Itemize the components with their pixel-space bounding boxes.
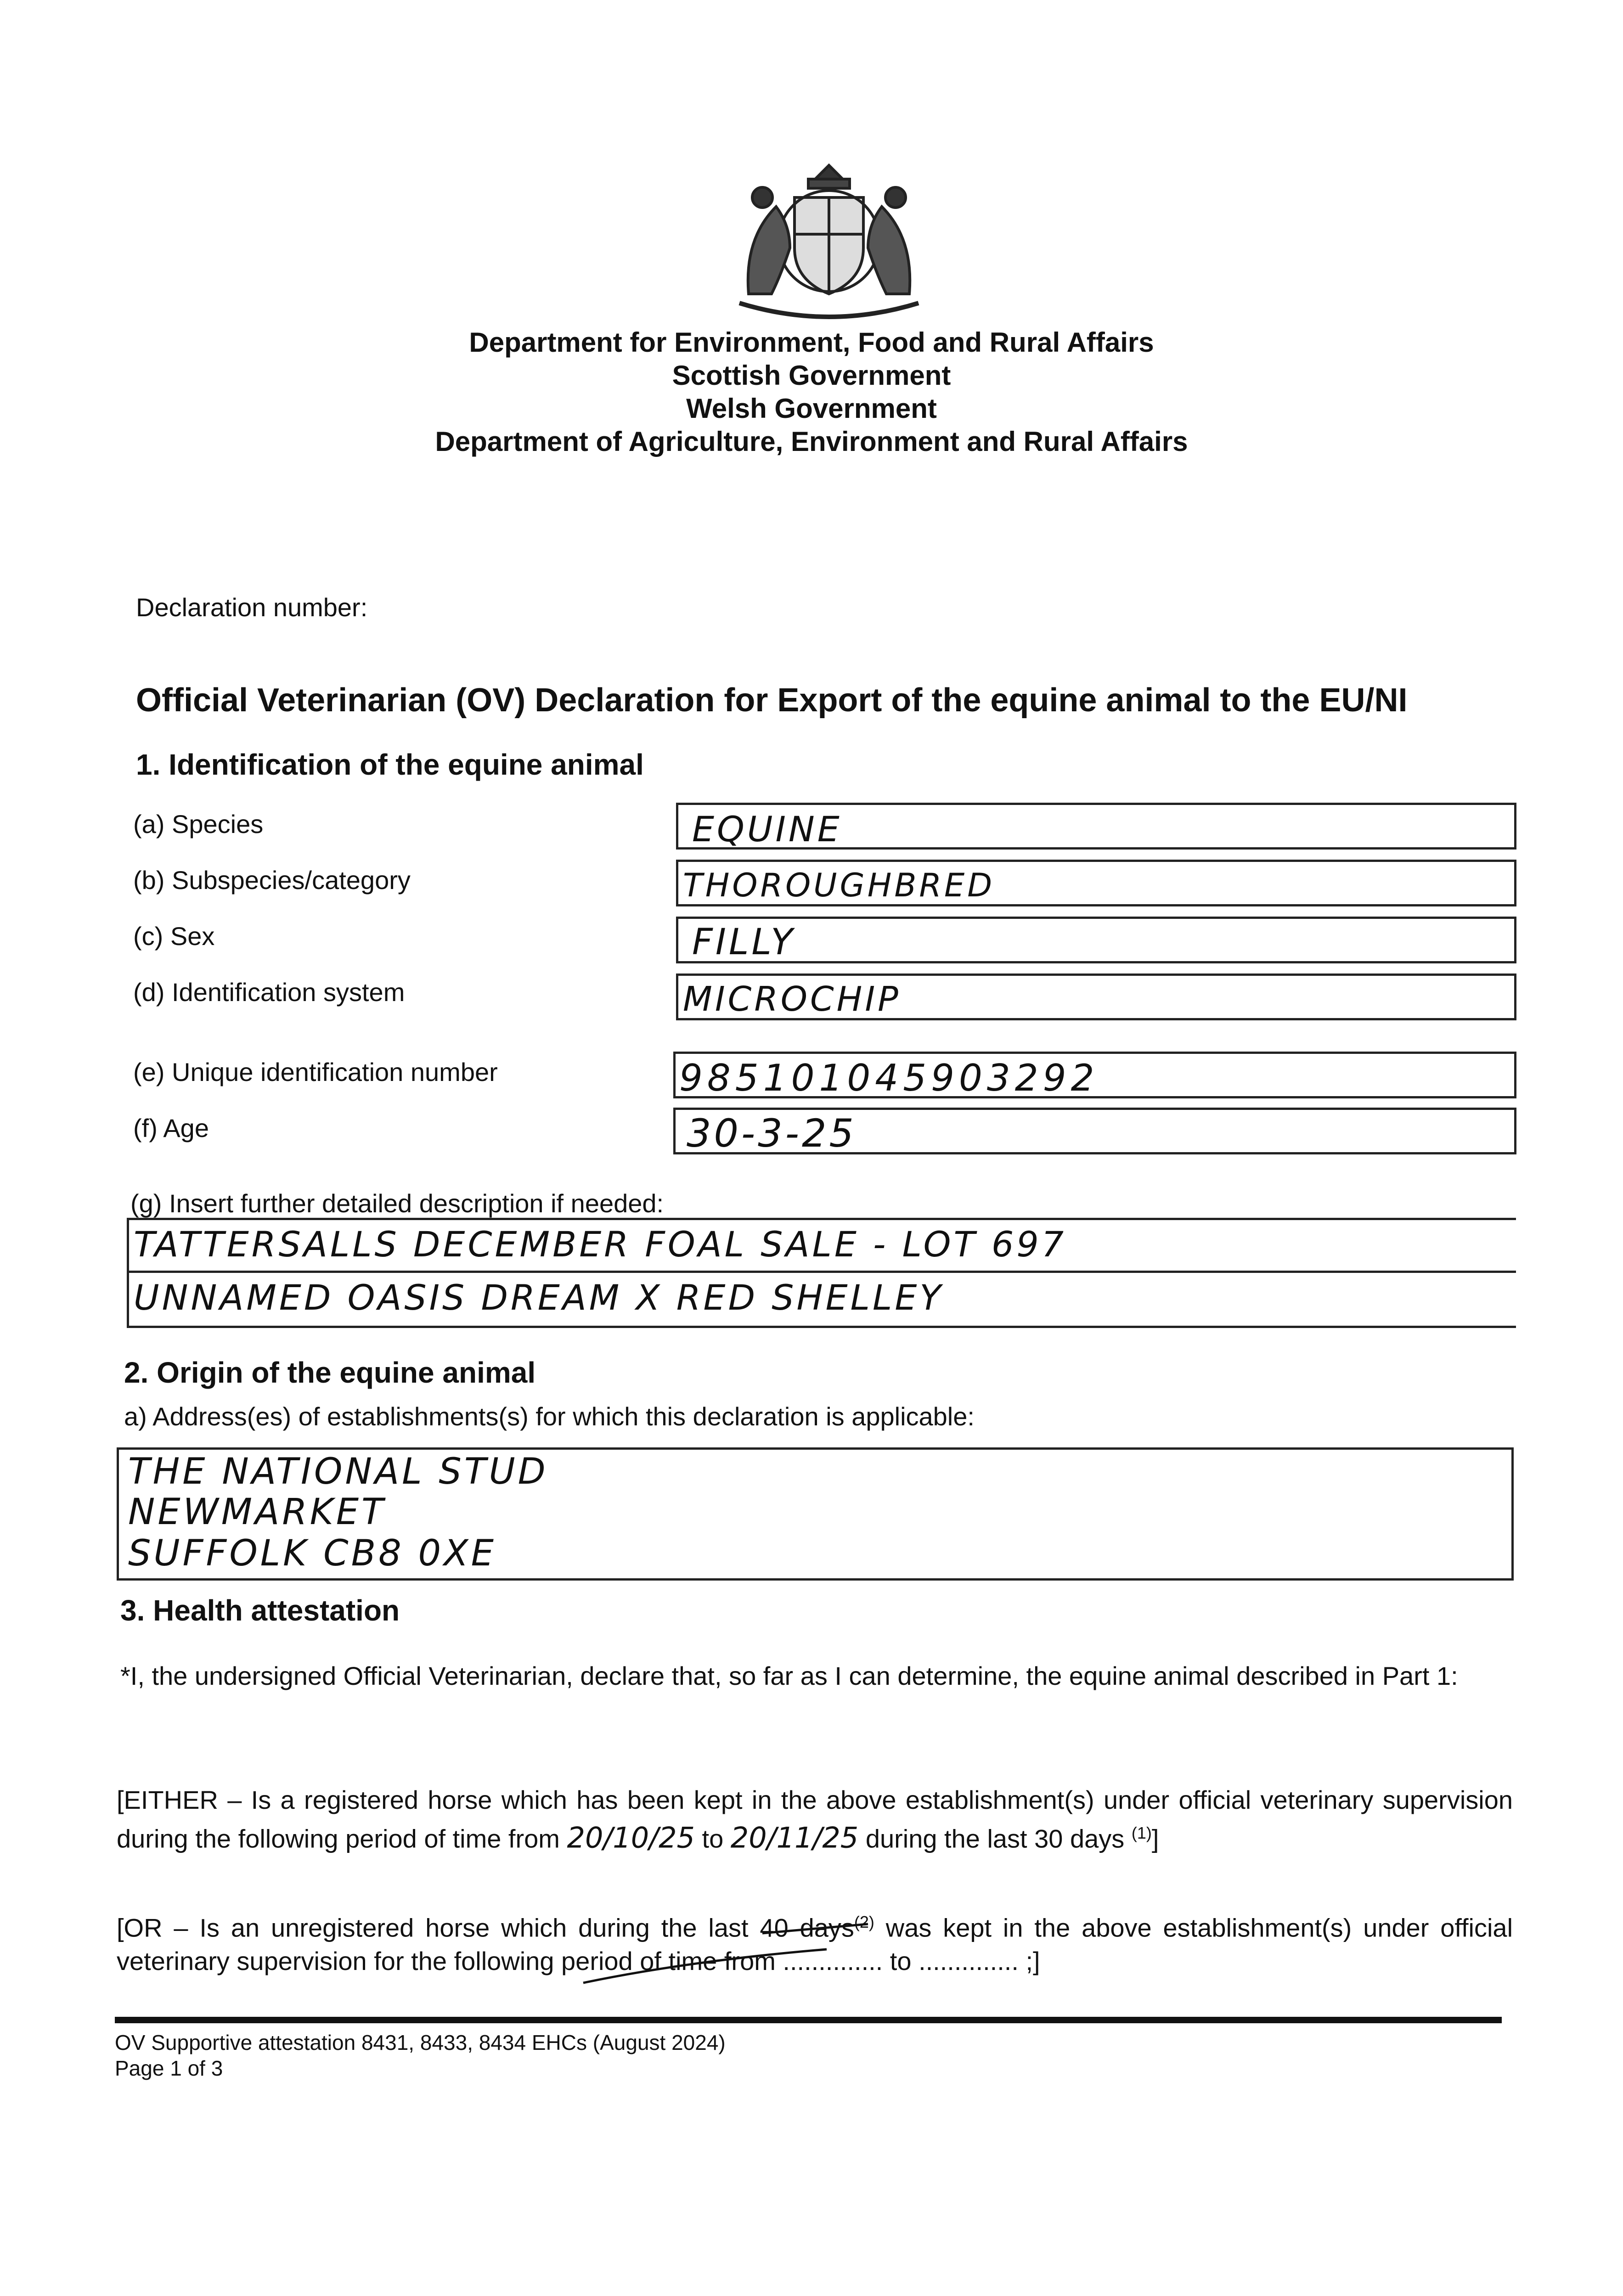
field-divider [129,1271,1516,1273]
field-label-identification-system: (d) Identification system [133,978,405,1007]
species-field[interactable] [676,803,1516,850]
section-heading: 3. Health attestation [120,1594,400,1627]
page-title: Official Veterinarian (OV) Declaration for Export of the equine animal to the EU/NI [136,682,1408,719]
field-label-subspecies: (b) Subspecies/category [133,866,411,895]
age-field[interactable] [673,1108,1516,1154]
address-line: SUFFOLK CB8 0XE [128,1533,496,1574]
sex-field[interactable] [676,917,1516,963]
health-attestation-intro: *I, the undersigned Official Veterinarian, declare that, so far as I can determine, the equine animal described in Part 1: [120,1661,1458,1690]
field-label-sex: (c) Sex [133,922,215,951]
address-line: NEWMARKET [128,1491,386,1533]
department-name: Department for Environment, Food and Rural Affairs [469,327,1154,358]
further-description-label: (g) Insert further detailed description if needed: [130,1189,664,1218]
species-value: EQUINE [692,809,842,850]
either-text: [EITHER – Is a registered horse which has been kept in the above establishment(s) under official veterinary supervision during the following period of time from [117,1785,1513,1853]
either-from-date: 20/10/25 [567,1821,695,1855]
either-to-word: to [702,1824,724,1853]
further-description-line: TATTERSALLS DECEMBER FOAL SALE - LOT 697 [134,1224,1067,1265]
department-name: Department of Agriculture, Environment and Rural Affairs [435,426,1188,457]
field-label-age: (f) Age [133,1114,209,1142]
subspecies-field[interactable] [676,860,1516,906]
royal-coat-of-arms-crest [730,156,928,321]
further-description-field[interactable] [127,1218,1516,1328]
further-description-line: UNNAMED OASIS DREAM X RED SHELLEY [134,1277,944,1318]
department-name: Scottish Government [672,360,951,391]
footnote-marker: (2) [854,1913,874,1931]
or-text: [OR – Is an unregistered horse which during the last 40 days [117,1913,854,1942]
age-value: 30-3-25 [687,1111,857,1156]
footer-form-reference: OV Supportive attestation 8431, 8433, 8434 EHCs (August 2024) [115,2031,726,2054]
either-clause [117,1784,1513,1856]
unique-id-field[interactable] [673,1052,1516,1098]
identification-system-field[interactable] [676,974,1516,1020]
field-label-species: (a) Species [133,810,264,838]
either-to-date: 20/11/25 [730,1821,859,1855]
declaration-number-label: Declaration number: [136,593,368,622]
footnote-marker: (1) [1131,1823,1152,1842]
section-subheading: a) Address(es) of establishments(s) for which this declaration is applicable: [124,1402,975,1431]
or-text-end: was kept in the above establishment(s) under official veterinary supervision for the following period of time from .............. to .............. ;] [117,1913,1513,1975]
identification-system-value: MICROCHIP [683,979,901,1019]
department-name: Welsh Government [686,393,937,424]
sex-value: FILLY [692,922,795,963]
address-line: THE NATIONAL STUD [128,1451,548,1492]
footer-page-number: Page 1 of 3 [115,2056,223,2080]
footer-divider [115,2017,1502,2023]
address-field[interactable] [117,1447,1514,1581]
unique-id-value: 985101045903292 [679,1057,1099,1099]
either-text-end: during the last 30 days [865,1824,1125,1853]
subspecies-value: THOROUGHBRED [683,867,995,904]
either-close: ] [1151,1824,1159,1853]
section-heading: 2. Origin of the equine animal [124,1356,536,1389]
section-heading: 1. Identification of the equine animal [136,748,644,781]
footer [115,2030,726,2081]
field-label-unique-id: (e) Unique identification number [133,1058,498,1086]
pen-strike-mark [505,1906,919,1998]
